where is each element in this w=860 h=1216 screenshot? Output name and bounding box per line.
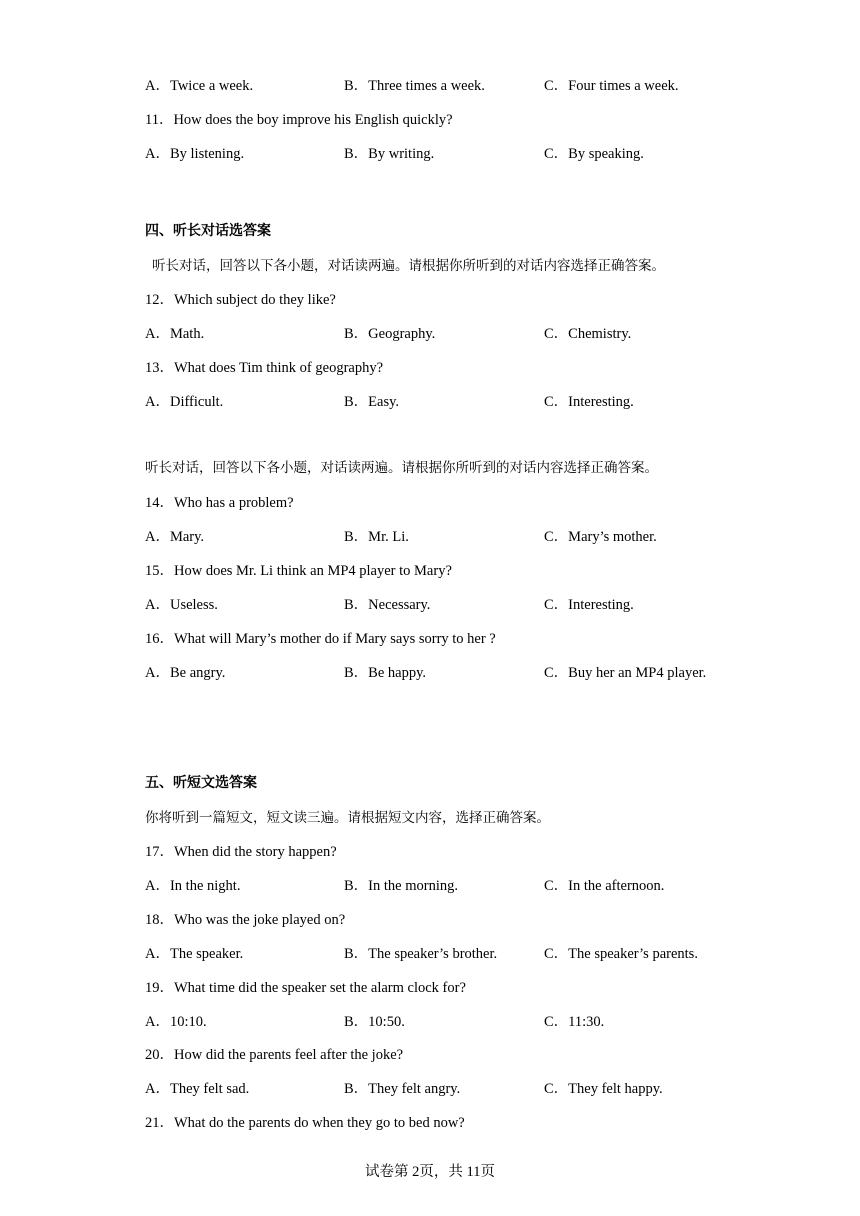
answer-options <box>145 874 765 894</box>
question-12: 12．Which subject do they like? <box>145 292 336 308</box>
question-18: 18．Who was the joke played on? <box>145 912 346 928</box>
option-c: C．Four times a week. <box>544 78 679 94</box>
option-a: A．10:10. <box>145 1014 207 1030</box>
option-b: B．Be happy. <box>344 665 427 681</box>
answer-options <box>145 661 765 681</box>
answer-options <box>145 142 765 162</box>
option-b: B．They felt angry. <box>344 1081 461 1097</box>
section-instruction: 听长对话，回答以下各小题，对话读两遍。请根据你所听到的对话内容选择正确答案。 <box>152 258 665 274</box>
answer-options <box>145 942 765 962</box>
option-c: C．Mary’s mother. <box>544 529 657 545</box>
answer-options <box>145 1010 765 1030</box>
question-11: 11．How does the boy improve his English quickly? <box>145 112 453 128</box>
option-b: B．By writing. <box>344 146 435 162</box>
option-a: A．Twice a week. <box>145 78 254 94</box>
option-c: C．By speaking. <box>544 146 644 162</box>
question-16: 16．What will Mary’s mother do if Mary says sorry to her ? <box>145 631 496 647</box>
answer-options <box>145 322 765 342</box>
question-14: 14．Who has a problem? <box>145 495 294 511</box>
question-15: 15．How does Mr. Li think an MP4 player to Mary? <box>145 563 452 579</box>
option-a: A．Be angry. <box>145 665 226 681</box>
answer-options <box>145 74 765 94</box>
section-heading-4: 四、听长对话选答案 <box>145 223 271 239</box>
option-c: C．11:30. <box>544 1014 605 1030</box>
option-c: C．Buy her an MP4 player. <box>544 665 707 681</box>
option-a: A．Mary. <box>145 529 205 545</box>
option-a: A．The speaker. <box>145 946 244 962</box>
answer-options <box>145 1077 765 1097</box>
answer-options <box>145 525 765 545</box>
option-b: B．Necessary. <box>344 597 431 613</box>
option-b: B．Geography. <box>344 326 436 342</box>
question-20: 20．How did the parents feel after the joke? <box>145 1047 404 1063</box>
option-b: B．Easy. <box>344 394 400 410</box>
section-instruction: 你将听到一篇短文，短文读三遍。请根据短文内容，选择正确答案。 <box>145 810 550 826</box>
option-a: A．Difficult. <box>145 394 224 410</box>
option-b: B．The speaker’s brother. <box>344 946 498 962</box>
answer-options <box>145 390 765 410</box>
option-c: C．Chemistry. <box>544 326 632 342</box>
option-a: A．Useless. <box>145 597 218 613</box>
question-13: 13．What does Tim think of geography? <box>145 360 384 376</box>
option-c: C．Interesting. <box>544 394 634 410</box>
question-21: 21．What do the parents do when they go to bed now? <box>145 1115 465 1131</box>
answer-options <box>145 593 765 613</box>
option-b: B．In the morning. <box>344 878 458 894</box>
option-a: A．In the night. <box>145 878 241 894</box>
page-footer: 试卷第 2页，共 11页 <box>365 1164 495 1180</box>
option-b: B．Mr. Li. <box>344 529 409 545</box>
option-c: C．The speaker’s parents. <box>544 946 698 962</box>
option-a: A．Math. <box>145 326 205 342</box>
option-b: B．Three times a week. <box>344 78 485 94</box>
option-c: C．In the afternoon. <box>544 878 665 894</box>
question-19: 19．What time did the speaker set the alarm clock for? <box>145 980 466 996</box>
option-b: B．10:50. <box>344 1014 405 1030</box>
option-a: A．By listening. <box>145 146 245 162</box>
section-heading-5: 五、听短文选答案 <box>145 775 257 791</box>
section-instruction: 听长对话，回答以下各小题，对话读两遍。请根据你所听到的对话内容选择正确答案。 <box>145 460 658 476</box>
option-c: C．Interesting. <box>544 597 634 613</box>
option-c: C．They felt happy. <box>544 1081 663 1097</box>
option-a: A．They felt sad. <box>145 1081 250 1097</box>
question-17: 17．When did the story happen? <box>145 844 337 860</box>
